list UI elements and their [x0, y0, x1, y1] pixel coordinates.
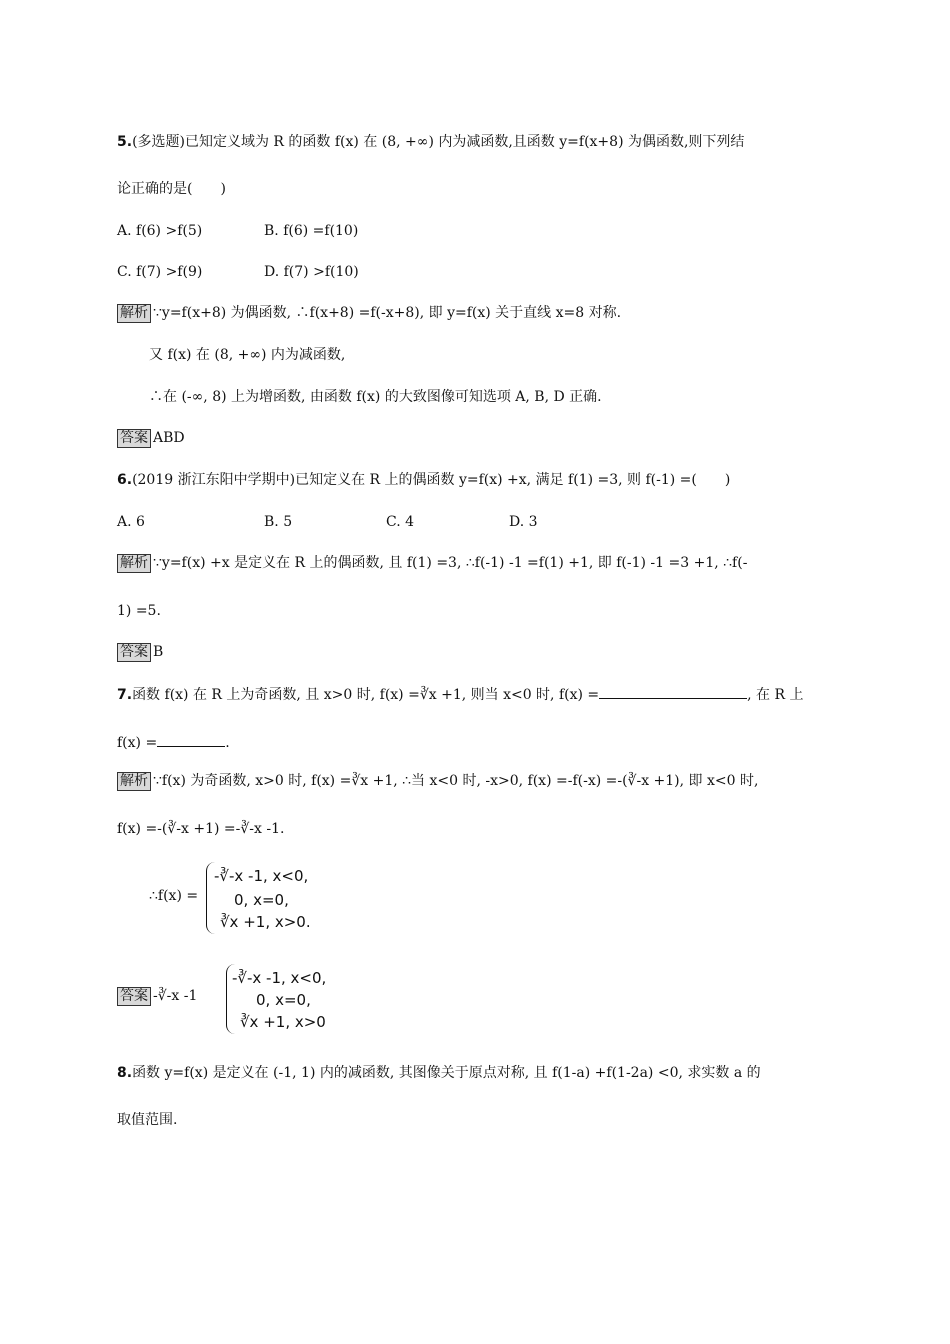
q7-piece-2: 0, x=0,: [234, 891, 289, 909]
q5-option-b: B. f(6) =f(10): [264, 223, 359, 239]
q7-blank-2[interactable]: [157, 732, 225, 747]
q7-answer-first: -∛-x -1: [153, 988, 198, 1004]
q5-number: 5.: [117, 134, 133, 150]
answer-label: 答案: [117, 643, 151, 662]
q7-blank-1[interactable]: [599, 684, 747, 699]
q5-analysis-text-1: ∵y=f(x+8) 为偶函数, ∴f(x+8) =f(-x+8), 即 y=f(x) 关于直线 x=8 对称.: [153, 305, 622, 321]
q6-number: 6.: [117, 472, 133, 488]
q6-option-c: C. 4: [386, 514, 415, 530]
q7-analysis-line2: f(x) =-(∛-x +1) =-∛-x -1.: [117, 821, 285, 837]
q8-stem-2: 取值范围.: [117, 1112, 178, 1128]
q8-number: 8.: [117, 1065, 133, 1081]
analysis-label: 解析: [117, 772, 151, 791]
q5-analysis-line3: ∴在 (-∞, 8) 上为增函数, 由函数 f(x) 的大致图像可知选项 A, B, D 正确.: [149, 389, 602, 405]
q5-option-c: C. f(7) >f(9): [117, 264, 203, 280]
q7-answer-piecewise: [226, 964, 406, 1034]
q7-stem-1b: , 在 R 上: [747, 687, 804, 703]
q5-stem-2: 论正确的是( ): [117, 181, 226, 197]
q7-analysis-text-1: ∵f(x) 为奇函数, x>0 时, f(x) =∛x +1, ∴当 x<0 时, -x>0, f(x) =-f(-x) =-(∛-x +1), 即 x<0 时,: [153, 773, 759, 789]
q6-answer: B: [153, 644, 164, 660]
answer-label: 答案: [117, 429, 151, 448]
q6-stem: (2019 浙江东阳中学期中)已知定义在 R 上的偶函数 y=f(x) +x, 满足 f(1) =3, 则 f(-1) =( ): [132, 472, 731, 488]
q7-stem-2: f(x) =: [117, 735, 158, 751]
q7-answer-piece-1: -∛-x -1, x<0,: [232, 969, 327, 987]
q6-line1: [117, 470, 850, 490]
q7-number: 7.: [117, 687, 133, 703]
q5-stem-1: (多选题)已知定义域为 R 的函数 f(x) 在 (8, +∞) 内为减函数,且函数 y=f(x+8) 为偶函数,则下列结: [132, 134, 745, 150]
q7-analysis-line1: [117, 771, 850, 791]
q6-option-d: D. 3: [509, 514, 538, 530]
q6-answer-line: [117, 642, 850, 662]
analysis-label: 解析: [117, 304, 151, 323]
q6-analysis-text-1: ∵y=f(x) +x 是定义在 R 上的偶函数, 且 f(1) =3, ∴f(-1) -1 =f(1) +1, 即 f(-1) -1 =3 +1, ∴f(-: [153, 555, 748, 571]
q7-piecewise: [206, 862, 386, 934]
q5-analysis-line1: [117, 303, 850, 323]
q5-line1: [117, 132, 850, 152]
q6-option-a: A. 6: [117, 514, 145, 530]
analysis-label: 解析: [117, 554, 151, 573]
q8-line1: [117, 1063, 850, 1083]
q7-stem-2-end: .: [225, 735, 230, 751]
q7-piece-3: ∛x +1, x>0.: [220, 913, 311, 931]
q6-analysis-line2: 1) =5.: [117, 603, 161, 619]
q7-answer-piece-2: 0, x=0,: [256, 991, 311, 1009]
q7-stem-1a: 函数 f(x) 在 R 上为奇函数, 且 x>0 时, f(x) =∛x +1, 则当 x<0 时, f(x) =: [132, 687, 600, 703]
q8-stem-1: 函数 y=f(x) 是定义在 (-1, 1) 内的减函数, 其图像关于原点对称, 且 f(1-a) +f(1-2a) <0, 求实数 a 的: [132, 1065, 761, 1081]
q7-therefore: ∴f(x) =: [149, 888, 199, 904]
q5-answer: ABD: [153, 430, 185, 446]
q5-option-a: A. f(6) >f(5): [117, 223, 203, 239]
q6-analysis-line1: [117, 553, 850, 573]
q5-answer-line: [117, 428, 850, 448]
q7-answer-line: [117, 986, 217, 1006]
q7-piece-1: -∛-x -1, x<0,: [214, 867, 309, 885]
q7-line1: [117, 684, 850, 705]
q5-analysis-line2: 又 f(x) 在 (8, +∞) 内为减函数,: [149, 347, 346, 363]
answer-label: 答案: [117, 987, 151, 1006]
q7-line2: [117, 732, 850, 753]
q5-option-d: D. f(7) >f(10): [264, 264, 359, 280]
q7-answer-piece-3: ∛x +1, x>0: [240, 1013, 326, 1031]
q6-option-b: B. 5: [264, 514, 293, 530]
